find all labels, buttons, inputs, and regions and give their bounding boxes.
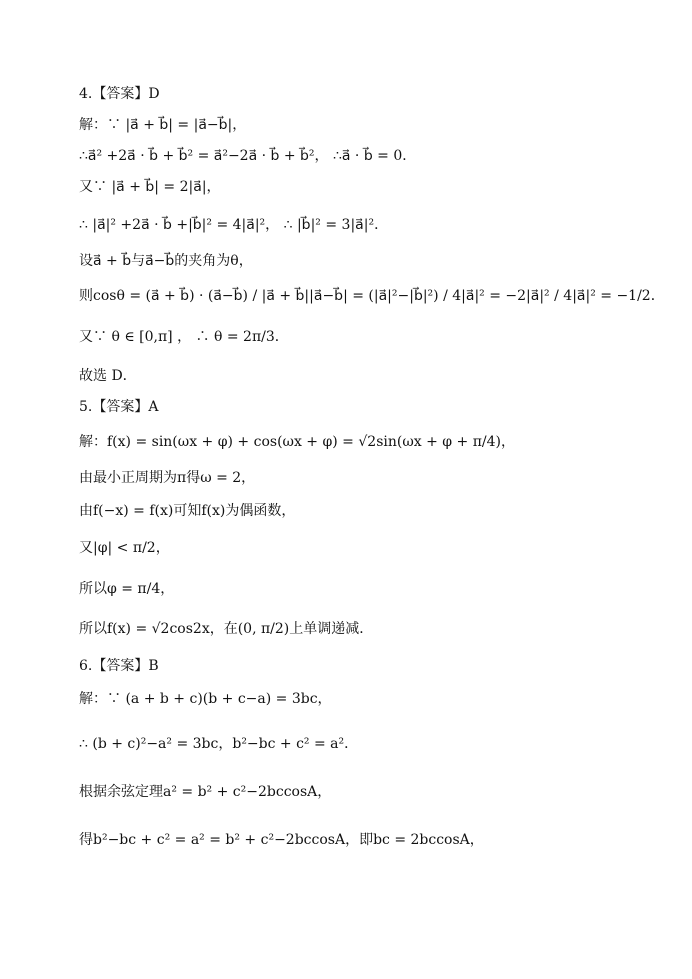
solution-line: 解：∵ (a + b + c)(b + c−a) = 3bc， <box>79 691 332 707</box>
solution-line: 又∵ θ ∈ [0,π] ， ∴ θ = 2π/3． <box>79 329 289 345</box>
solution-line: 又|φ| < π/2， <box>79 540 170 556</box>
solution-line: 又∵ |a⃗ + b⃗| = 2|a⃗|， <box>79 179 221 195</box>
solution-line: 设a⃗ + b⃗与a⃗−b⃗的夹角为θ， <box>79 253 253 269</box>
solution-line: 解：f(x) = sin(ωx + φ) + cos(ωx + φ) = √2sin(ωx + φ + π/4)， <box>79 434 515 450</box>
solution-line: ∴ |a⃗|² +2a⃗ · b⃗ +|b⃗|² = 4|a⃗|²， ∴ |b⃗|² = 3|a⃗|²． <box>79 217 389 233</box>
solution-line: 解：∵ |a⃗ + b⃗| = |a⃗−b⃗|， <box>79 117 247 133</box>
solution-line: 由最小正周期为π得ω = 2， <box>79 470 256 486</box>
solution-line: 得b²−bc + c² = a² = b² + c²−2bccosA，即bc = 2bccosA， <box>79 832 484 848</box>
solution-line: 所以f(x) = √2cos2x，在(0, π/2)上单调递减． <box>79 621 374 637</box>
solution-line: ∴a⃗² +2a⃗ · b⃗ + b⃗² = a⃗²−2a⃗ · b⃗ + b⃗²， ∴a⃗ · b⃗ = 0． <box>79 148 417 164</box>
problem-4-header: 4.【答案】D <box>79 86 160 102</box>
problem-6-header: 6.【答案】B <box>79 658 159 674</box>
problem-5-header: 5.【答案】A <box>79 399 159 415</box>
solution-line: 根据余弦定理a² = b² + c²−2bccosA， <box>79 784 332 800</box>
solution-line: ∴ (b + c)²−a² = 3bc，b²−bc + c² = a²． <box>79 736 359 752</box>
solution-line: 所以φ = π/4， <box>79 581 175 597</box>
solution-line: 故选 D． <box>79 368 137 384</box>
solution-line: 则cosθ = (a⃗ + b⃗) · (a⃗−b⃗) / |a⃗ + b⃗||a⃗−b⃗| = (|a⃗|²−|b⃗|²) / 4|a⃗|² = −2|a⃗|² / 4|a⃗|² = −1/2． <box>79 288 665 304</box>
solution-line: 由f(−x) = f(x)可知f(x)为偶函数， <box>79 503 296 519</box>
